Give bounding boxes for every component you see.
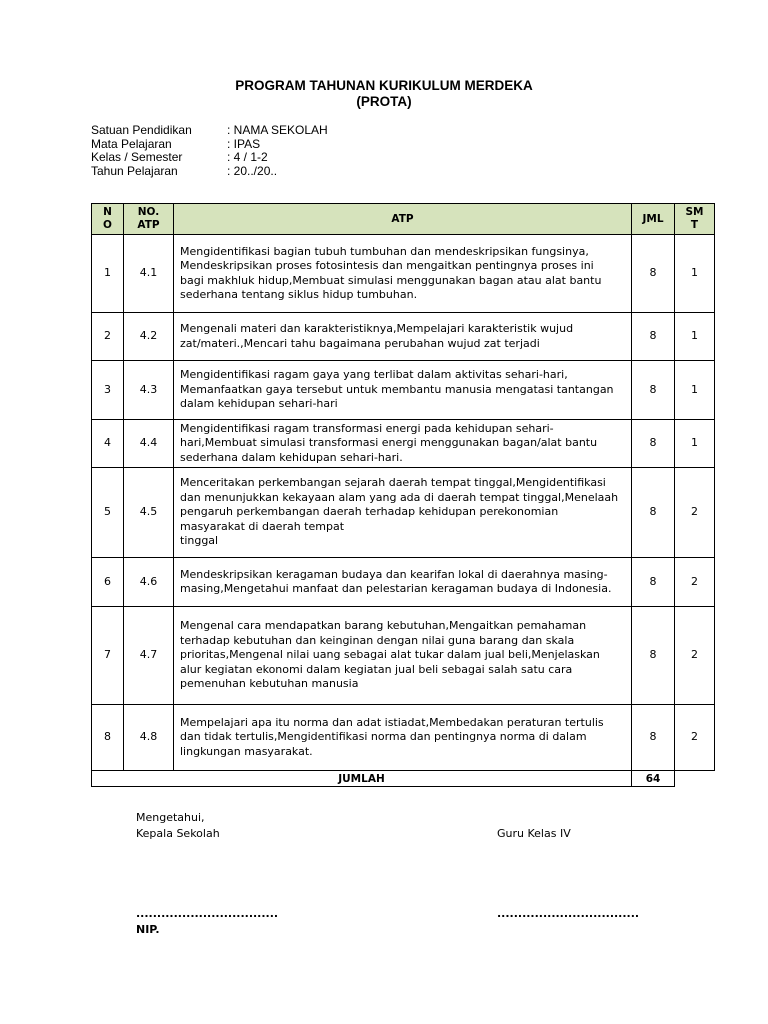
document-title — [0, 78, 768, 110]
meta-value: : NAMA SEKOLAH — [227, 123, 328, 137]
cell-atp: Mengidentifikasi ragam gaya yang terlibat dalam aktivitas sehari-hari, Memanfaatkan gaya tersebut untuk membantu manusia mengatasi tantangan dalam kehidupan sehari-hari — [174, 361, 632, 420]
table-row — [92, 235, 715, 313]
meta-row-tahun — [91, 165, 328, 179]
cell-smt: 1 — [675, 313, 715, 361]
cell-no-atp: 4.3 — [124, 361, 174, 420]
cell-atp: Menceritakan perkembangan sejarah daerah tempat tinggal,Mengidentifikasi dan menunjukkan kekayaan alam yang ada di daerah tempat tinggal,Menelaah pengaruh perkembangan daerah terhadap kehidupan perekonomian masyarakat di daerah tempat tinggal — [174, 468, 632, 558]
total-row — [92, 771, 715, 787]
signature-line-right — [497, 906, 639, 922]
cell-jml: 8 — [632, 361, 675, 420]
cell-atp: Mendeskripsikan keragaman budaya dan kearifan lokal di daerahnya masing- masing,Mengetahui manfaat dan pelestarian keragaman budaya di Indonesia. — [174, 558, 632, 607]
table-row — [92, 361, 715, 420]
total-blank — [675, 771, 715, 787]
meta-label: Satuan Pendidikan — [91, 123, 192, 137]
table-row — [92, 607, 715, 705]
title-line-2: (PROTA) — [356, 94, 412, 109]
cell-no: 1 — [92, 235, 124, 313]
meta-label: Tahun Pelajaran — [91, 163, 178, 178]
document-meta — [91, 124, 328, 178]
meta-row-kelas — [91, 151, 328, 165]
meta-value: : 20../20.. — [227, 163, 278, 178]
cell-smt: 2 — [675, 607, 715, 705]
signature-left — [136, 810, 220, 842]
cell-jml: 8 — [632, 607, 675, 705]
header-smt: SM T — [675, 204, 715, 235]
cell-no: 7 — [92, 607, 124, 705]
cell-jml: 8 — [632, 705, 675, 771]
cell-no-atp: 4.8 — [124, 705, 174, 771]
cell-jml: 8 — [632, 235, 675, 313]
header-jml: JML — [632, 204, 675, 235]
cell-no-atp: 4.6 — [124, 558, 174, 607]
cell-smt: 1 — [675, 420, 715, 468]
cell-no-atp: 4.4 — [124, 420, 174, 468]
table-row — [92, 420, 715, 468]
cell-smt: 2 — [675, 558, 715, 607]
prota-table — [91, 203, 715, 787]
cell-smt: 2 — [675, 705, 715, 771]
header-no: N O — [92, 204, 124, 235]
signature-dots-left: .................................. — [136, 907, 279, 920]
teacher-label: Guru Kelas IV — [497, 827, 571, 840]
cell-no: 3 — [92, 361, 124, 420]
cell-jml: 8 — [632, 468, 675, 558]
meta-label: Mata Pelajaran — [91, 136, 172, 151]
acknowledged-label: Mengetahui, — [136, 811, 205, 824]
cell-smt: 2 — [675, 468, 715, 558]
cell-no-atp: 4.2 — [124, 313, 174, 361]
signature-right — [497, 826, 571, 842]
principal-label: Kepala Sekolah — [136, 827, 220, 840]
cell-no: 6 — [92, 558, 124, 607]
cell-jml: 8 — [632, 313, 675, 361]
table-row — [92, 558, 715, 607]
cell-atp: Mengenali materi dan karakteristiknya,Mempelajari karakteristik wujud zat/materi.,Mencari tahu bagaimana perubahan wujud zat terjadi — [174, 313, 632, 361]
meta-value: : 4 / 1-2 — [227, 150, 268, 164]
total-value: 64 — [632, 771, 675, 787]
cell-atp: Mengidentifikasi ragam transformasi energi pada kehidupan sehari- hari,Membuat simulasi transformasi energi menggunakan bagan/alat bantu sederhana dalam kehidupan sehari-hari. — [174, 420, 632, 468]
cell-jml: 8 — [632, 558, 675, 607]
cell-smt: 1 — [675, 361, 715, 420]
meta-value: : IPAS — [227, 136, 261, 151]
header-no-atp: NO. ATP — [124, 204, 174, 235]
cell-no-atp: 4.5 — [124, 468, 174, 558]
meta-row-mapel — [91, 138, 328, 152]
cell-no: 2 — [92, 313, 124, 361]
meta-label: Kelas / Semester — [91, 150, 183, 164]
total-label: JUMLAH — [92, 771, 632, 787]
title-line-1: PROGRAM TAHUNAN KURIKULUM MERDEKA — [235, 78, 533, 93]
cell-atp: Mengidentifikasi bagian tubuh tumbuhan dan mendeskripsikan fungsinya, Mendeskripsikan proses fotosintesis dan mengaitkan pentingnya proses ini bagi makhluk hidup,Membuat simulasi menggunakan bagan atau alat bantu sederhana tentang siklus hidup tumbuhan. — [174, 235, 632, 313]
signature-line-left — [136, 906, 278, 938]
meta-row-satuan — [91, 124, 328, 138]
table-row — [92, 313, 715, 361]
cell-no: 4 — [92, 420, 124, 468]
signature-dots-right: .................................. — [497, 907, 640, 920]
table-row — [92, 468, 715, 558]
cell-no: 8 — [92, 705, 124, 771]
cell-atp: Mempelajari apa itu norma dan adat istiadat,Membedakan peraturan tertulis dan tidak tertulis,Mengidentifikasi norma dan pentingnya norma di dalam lingkungan masyarakat. — [174, 705, 632, 771]
nip-label: NIP. — [136, 923, 160, 936]
header-atp: ATP — [174, 204, 632, 235]
cell-smt: 1 — [675, 235, 715, 313]
cell-no: 5 — [92, 468, 124, 558]
cell-no-atp: 4.7 — [124, 607, 174, 705]
cell-jml: 8 — [632, 420, 675, 468]
cell-atp: Mengenal cara mendapatkan barang kebutuhan,Mengaitkan pemahaman terhadap kebutuhan dan keinginan dengan nilai guna barang dan skala prioritas,Mengenal nilai uang sebagai alat tukar dalam jual beli,Menjelaskan alur kegiatan ekonomi dalam kegiatan jual beli sebagai salah satu cara pemenuhan kebutuhan manusia — [174, 607, 632, 705]
table-row — [92, 705, 715, 771]
table-header-row — [92, 204, 715, 235]
cell-no-atp: 4.1 — [124, 235, 174, 313]
